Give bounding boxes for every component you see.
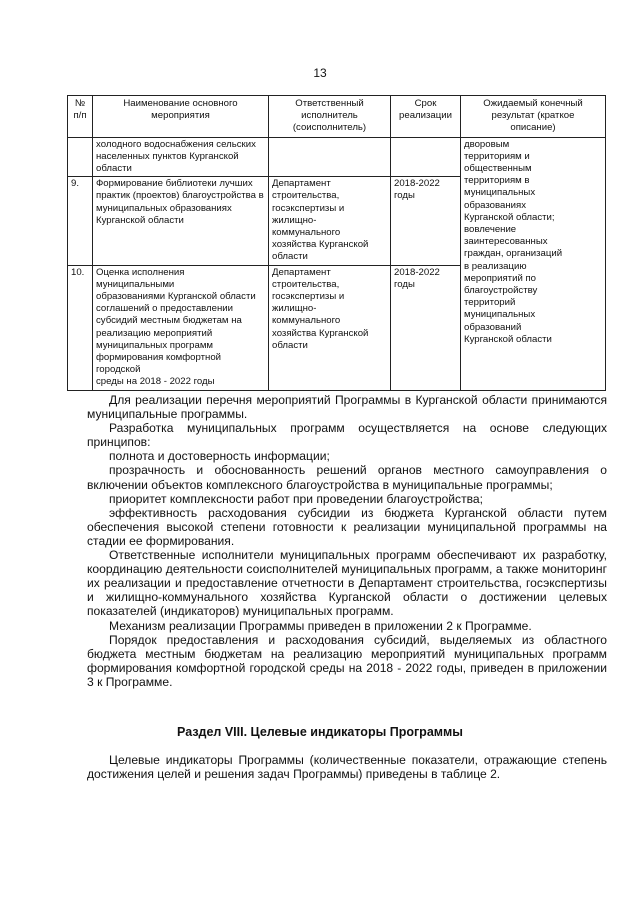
cell-term (391, 137, 461, 177)
paragraph: Для реализации перечня мероприятий Программы в Курганской области принимаются муниципальные программы. (87, 393, 607, 422)
body-text (87, 393, 607, 689)
cell-num: 10. (68, 265, 93, 390)
paragraph: Целевые индикаторы Программы (количественные показатели, отражающие степень достижения целей и решения задач Программы) приведены в таблице 2. (87, 753, 607, 782)
paragraph: Ответственные исполнители муниципальных программ обеспечивают их разработку, координацию деятельности соисполнителей муниципальных программ, а также мониторинг их реализации и предоставление отчетности в Департамент строительства, госэкспертизы и жилищно-коммунального хозяйства Курганской области о достижении целевых показателей (индикаторов) муниципальных программ. (87, 548, 607, 619)
header-num: № п/п (68, 96, 93, 138)
cell-term: 2018-2022 годы (391, 265, 461, 390)
paragraph: прозрачность и обоснованность решений органов местного самоуправления о включении объектов комплексного благоустройства в муниципальные программы; (87, 463, 607, 492)
paragraph: Разработка муниципальных программ осуществляется на основе следующих принципов: (87, 421, 607, 450)
paragraph: эффективность расходования субсидии из бюджета Курганской области путем обеспечения высокой степени готовности к реализации муниципальной программы на стадии ее формирования. (87, 505, 607, 548)
cell-name: холодного водоснабжения сельских населенных пунктов Курганской области (93, 137, 269, 177)
final-text (87, 753, 607, 781)
section-heading: Раздел VIII. Целевые индикаторы Программы (177, 725, 463, 739)
cell-result: дворовым территориям и общественным территориям в муниципальных образованиях Курганской области; вовлечение заинтересованных граждан, организаций в реализацию мероприятий по благоустройству территорий муниципальных образований Курганской области (461, 137, 606, 390)
cell-num (68, 137, 93, 177)
cell-term: 2018-2022 годы (391, 177, 461, 265)
cell-executor: Департамент строительства, госэкспертизы и жилищно- коммунального хозяйства Курганской области (269, 177, 391, 265)
table-header-row (68, 96, 606, 138)
paragraph: приоритет комплексности работ при проведении благоустройства; (109, 491, 484, 506)
paragraph: Механизм реализации Программы приведен в приложении 2 к Программе. (109, 618, 532, 633)
table-row-continued (68, 137, 606, 177)
cell-name: Формирование библиотеки лучших практик (проектов) благоустройства в муниципальных образованиях Курганской области (93, 177, 269, 265)
cell-executor: Департамент строительства, госэкспертизы и жилищно- коммунального хозяйства Курганской области (269, 265, 391, 390)
header-name: Наименование основного мероприятия (93, 96, 269, 138)
header-result: Ожидаемый конечный результат (краткое описание) (461, 96, 606, 138)
cell-name: Оценка исполнения муниципальными образованиями Курганской области соглашений о предоставлении субсидий местным бюджетам на реализацию мероприятий муниципальных программ формирования комфортной городской среды на 2018 - 2022 годы (93, 265, 269, 390)
header-term: Срок реализации (391, 96, 461, 138)
cell-num: 9. (68, 177, 93, 265)
header-executor: Ответственный исполнитель (соисполнитель) (269, 96, 391, 138)
paragraph: полнота и достоверность информации; (109, 449, 330, 464)
measures-table (67, 95, 606, 391)
paragraph: Порядок предоставления и расходования субсидий, выделяемых из областного бюджета местным бюджетам на реализацию мероприятий муниципальных программ формирования комфортной городской среды на 2018 - 2022 годы, приведен в приложении 3 к Программе. (87, 632, 607, 689)
page-number: 13 (313, 66, 327, 80)
cell-executor (269, 137, 391, 177)
